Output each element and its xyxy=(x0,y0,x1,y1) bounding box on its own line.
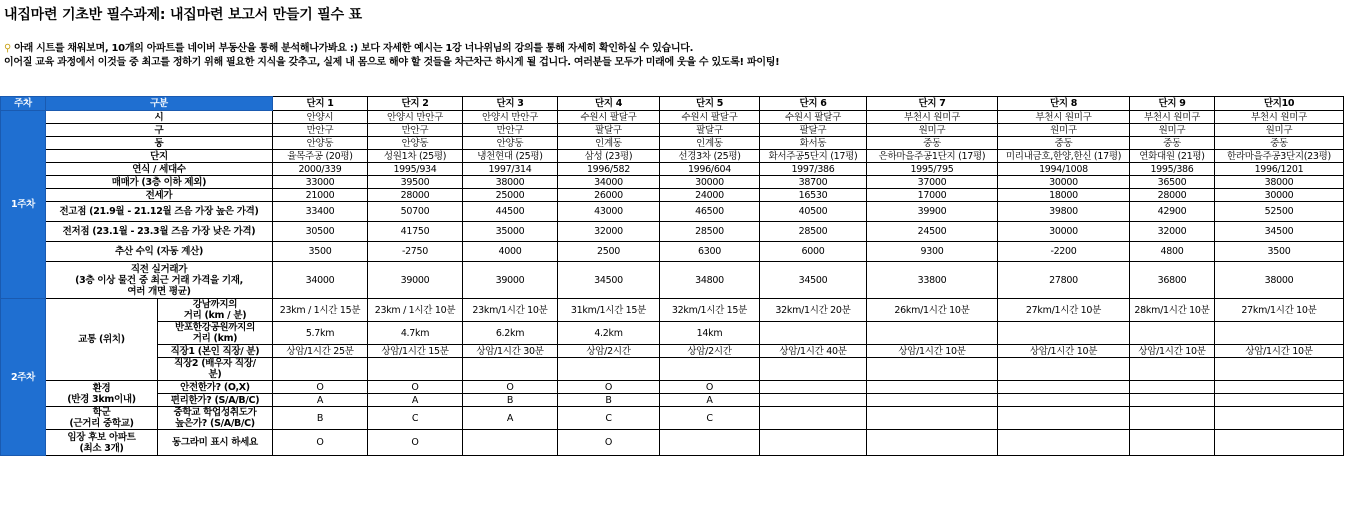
cell-complex-4: 43000 xyxy=(558,202,660,222)
intro-line-1: ⚲ 아래 시트를 채워보며, 10개의 아파트를 네이버 부동산을 통해 분석해나가봐요 :) 보다 자세한 예시는 1강 너나위님의 강의를 통해 자세히 확인하실 수 있습니다. xyxy=(4,43,694,54)
cell-complex-8: 30000 xyxy=(998,222,1130,242)
cell-complex-8: 39800 xyxy=(998,202,1130,222)
school-label: 학군 (근거리 중학교) xyxy=(46,407,158,430)
cell-complex-2: 상암/1시간 15분 xyxy=(368,345,463,358)
cell-complex-4: 삼성 (23평) xyxy=(558,150,660,163)
cell-complex-6 xyxy=(760,322,867,345)
cell-complex-2: 39000 xyxy=(368,262,463,299)
cell-complex-1: 30500 xyxy=(273,222,368,242)
cell-complex-8: 27800 xyxy=(998,262,1130,299)
cell-complex-3: 44500 xyxy=(463,202,558,222)
row-label: 전세가 xyxy=(46,189,273,202)
row-label: 반포한강공원까지의 거리 (km) xyxy=(158,322,273,345)
header-complex-2: 단지 2 xyxy=(368,97,463,111)
cell-complex-7: 24500 xyxy=(867,222,998,242)
cell-complex-4: 상암/2시간 xyxy=(558,345,660,358)
header-row xyxy=(1,97,1344,111)
cell-complex-7: 1995/795 xyxy=(867,163,998,176)
cell-complex-6 xyxy=(760,394,867,407)
cell-complex-8: 중동 xyxy=(998,137,1130,150)
cell-complex-1: 21000 xyxy=(273,189,368,202)
cell-complex-5: C xyxy=(660,407,760,430)
cell-complex-9 xyxy=(1130,407,1215,430)
cell-complex-8: 30000 xyxy=(998,176,1130,189)
cell-complex-3: 냉천현대 (25평) xyxy=(463,150,558,163)
cell-complex-5: 인계동 xyxy=(660,137,760,150)
traffic-label: 교통 (위치) xyxy=(46,299,158,381)
cell-complex-6: 수원시 팔달구 xyxy=(760,111,867,124)
cell-complex-1: 33400 xyxy=(273,202,368,222)
cell-complex-4: O xyxy=(558,430,660,456)
row-label: 중학교 학업성취도가 높은가? (S/A/B/C) xyxy=(158,407,273,430)
cell-complex-6 xyxy=(760,407,867,430)
cell-complex-5: 14km xyxy=(660,322,760,345)
cell-complex-5: 30000 xyxy=(660,176,760,189)
header-complex-9: 단지 9 xyxy=(1130,97,1215,111)
cell-complex-5: 수원시 팔달구 xyxy=(660,111,760,124)
location-pin-icon: ⚲ xyxy=(4,43,12,54)
cell-complex-10 xyxy=(1215,394,1344,407)
cell-complex-4: C xyxy=(558,407,660,430)
cell-complex-6 xyxy=(760,381,867,394)
table-row xyxy=(1,299,1344,322)
cell-complex-3: 25000 xyxy=(463,189,558,202)
cell-complex-9 xyxy=(1130,394,1215,407)
cell-complex-9: 28km/1시간 10분 xyxy=(1130,299,1215,322)
cell-complex-5: 팔달구 xyxy=(660,124,760,137)
cell-complex-10: 상암/1시간 10분 xyxy=(1215,345,1344,358)
cell-complex-7: 원미구 xyxy=(867,124,998,137)
cell-complex-8: 부천시 원미구 xyxy=(998,111,1130,124)
cell-complex-10 xyxy=(1215,407,1344,430)
cell-complex-4: 인계동 xyxy=(558,137,660,150)
cell-complex-7: 은하마을주공1단지 (17평) xyxy=(867,150,998,163)
cell-complex-6 xyxy=(760,358,867,381)
cell-complex-4: O xyxy=(558,381,660,394)
table-row xyxy=(1,150,1344,163)
row-label: 동 xyxy=(46,137,273,150)
table-row xyxy=(1,222,1344,242)
cell-complex-10 xyxy=(1215,430,1344,456)
cell-complex-10: 38000 xyxy=(1215,262,1344,299)
table-row xyxy=(1,322,1344,345)
cell-complex-4: 26000 xyxy=(558,189,660,202)
cell-complex-1: 안양시 xyxy=(273,111,368,124)
page-title: 내집마련 기초반 필수과제: 내집마련 보고서 만들기 필수 표 xyxy=(4,7,362,23)
cell-complex-8 xyxy=(998,407,1130,430)
row-label: 연식 / 세대수 xyxy=(46,163,273,176)
cell-complex-2: 39500 xyxy=(368,176,463,189)
cell-complex-10: 34500 xyxy=(1215,222,1344,242)
cell-complex-8: -2200 xyxy=(998,242,1130,262)
cell-complex-2: -2750 xyxy=(368,242,463,262)
cell-complex-10 xyxy=(1215,358,1344,381)
cell-complex-10: 1996/1201 xyxy=(1215,163,1344,176)
table-row xyxy=(1,242,1344,262)
cell-complex-2: 23km / 1시간 10분 xyxy=(368,299,463,322)
cell-complex-1: 33000 xyxy=(273,176,368,189)
header-complex-3: 단지 3 xyxy=(463,97,558,111)
cell-complex-9: 연화대원 (21평) xyxy=(1130,150,1215,163)
cell-complex-3 xyxy=(463,358,558,381)
cell-complex-6: 32km/1시간 20분 xyxy=(760,299,867,322)
cell-complex-8: 18000 xyxy=(998,189,1130,202)
cell-complex-1 xyxy=(273,358,368,381)
cell-complex-2: 안양시 만안구 xyxy=(368,111,463,124)
header-complex-5: 단지 5 xyxy=(660,97,760,111)
cell-complex-1: 2000/339 xyxy=(273,163,368,176)
header-complex-7: 단지 7 xyxy=(867,97,998,111)
cell-complex-8: 27km/1시간 10분 xyxy=(998,299,1130,322)
cell-complex-9: 1995/386 xyxy=(1130,163,1215,176)
cell-complex-6: 화서동 xyxy=(760,137,867,150)
cell-complex-4: 4.2km xyxy=(558,322,660,345)
row-label: 단지 xyxy=(46,150,273,163)
cell-complex-6: 팔달구 xyxy=(760,124,867,137)
cell-complex-9: 중동 xyxy=(1130,137,1215,150)
cell-complex-7 xyxy=(867,407,998,430)
cell-complex-7: 39900 xyxy=(867,202,998,222)
cell-complex-10: 중동 xyxy=(1215,137,1344,150)
table-row xyxy=(1,358,1344,381)
cell-complex-8: 원미구 xyxy=(998,124,1130,137)
cell-complex-9 xyxy=(1130,322,1215,345)
cell-complex-1: 34000 xyxy=(273,262,368,299)
cell-complex-10: 27km/1시간 10분 xyxy=(1215,299,1344,322)
cell-complex-3: 35000 xyxy=(463,222,558,242)
cell-complex-9: 부천시 원미구 xyxy=(1130,111,1215,124)
cell-complex-9: 42900 xyxy=(1130,202,1215,222)
cell-complex-9: 36500 xyxy=(1130,176,1215,189)
cell-complex-8: 미리내금호,한양,한신 (17평) xyxy=(998,150,1130,163)
cell-complex-2: 41750 xyxy=(368,222,463,242)
cell-complex-1: O xyxy=(273,430,368,456)
cell-complex-5: 선경3차 (25평) xyxy=(660,150,760,163)
cell-complex-2: 안양동 xyxy=(368,137,463,150)
cell-complex-10: 38000 xyxy=(1215,176,1344,189)
cell-complex-1: 5.7km xyxy=(273,322,368,345)
candidate-label: 임장 후보 아파트 (최소 3개) xyxy=(46,430,158,456)
cell-complex-10 xyxy=(1215,381,1344,394)
cell-complex-4: 34500 xyxy=(558,262,660,299)
week-label-1: 1주차 xyxy=(1,111,46,299)
cell-complex-9 xyxy=(1130,358,1215,381)
cell-complex-6: 40500 xyxy=(760,202,867,222)
row-label: 동그라미 표시 하세요 xyxy=(158,430,273,456)
cell-complex-8 xyxy=(998,358,1130,381)
cell-complex-7 xyxy=(867,381,998,394)
cell-complex-1: B xyxy=(273,407,368,430)
cell-complex-9: 4800 xyxy=(1130,242,1215,262)
table-row xyxy=(1,176,1344,189)
table-row xyxy=(1,111,1344,124)
env-label: 환경 (반경 3km이내) xyxy=(46,381,158,407)
header-complex-8: 단지 8 xyxy=(998,97,1130,111)
cell-complex-10: 52500 xyxy=(1215,202,1344,222)
cell-complex-3: O xyxy=(463,381,558,394)
cell-complex-7: 26km/1시간 10분 xyxy=(867,299,998,322)
table-row xyxy=(1,345,1344,358)
cell-complex-2: A xyxy=(368,394,463,407)
row-label: 구 xyxy=(46,124,273,137)
cell-complex-9: 원미구 xyxy=(1130,124,1215,137)
intro-text xyxy=(4,42,779,70)
cell-complex-8 xyxy=(998,322,1130,345)
cell-complex-7 xyxy=(867,358,998,381)
cell-complex-2: C xyxy=(368,407,463,430)
cell-complex-2: 50700 xyxy=(368,202,463,222)
cell-complex-6: 38700 xyxy=(760,176,867,189)
cell-complex-6: 16530 xyxy=(760,189,867,202)
cell-complex-9: 28000 xyxy=(1130,189,1215,202)
cell-complex-2: 만안구 xyxy=(368,124,463,137)
row-label: 매매가 (3층 이하 제외) xyxy=(46,176,273,189)
row-label: 편리한가? (S/A/B/C) xyxy=(158,394,273,407)
cell-complex-5: O xyxy=(660,381,760,394)
cell-complex-4: 수원시 팔달구 xyxy=(558,111,660,124)
cell-complex-4: 31km/1시간 15분 xyxy=(558,299,660,322)
header-complex-1: 단지 1 xyxy=(273,97,368,111)
cell-complex-9: 32000 xyxy=(1130,222,1215,242)
header-complex-6: 단지 6 xyxy=(760,97,867,111)
week-label-2: 2주차 xyxy=(1,299,46,456)
table-row xyxy=(1,137,1344,150)
table-row xyxy=(1,202,1344,222)
cell-complex-3 xyxy=(463,430,558,456)
cell-complex-3: B xyxy=(463,394,558,407)
cell-complex-5: 6300 xyxy=(660,242,760,262)
intro-line-2: 이어질 교육 과정에서 이것들 중 최고를 정하기 위해 필요한 지식을 갖추고, 실제 내 몸으로 해야 할 것들을 차근차근 하시게 될 겁니다. 여러분들 모두가 미래에 웃을 수 있도록! 파이팅! xyxy=(4,57,780,68)
header-complex-4: 단지 4 xyxy=(558,97,660,111)
cell-complex-5 xyxy=(660,430,760,456)
cell-complex-3: 38000 xyxy=(463,176,558,189)
cell-complex-7 xyxy=(867,322,998,345)
cell-complex-1: 3500 xyxy=(273,242,368,262)
cell-complex-1: 만안구 xyxy=(273,124,368,137)
cell-complex-5: 24000 xyxy=(660,189,760,202)
table-row xyxy=(1,124,1344,137)
row-label: 전고점 (21.9월 - 21.12월 즈음 가장 높은 가격) xyxy=(46,202,273,222)
cell-complex-7: 17000 xyxy=(867,189,998,202)
cell-complex-2: O xyxy=(368,430,463,456)
cell-complex-5 xyxy=(660,358,760,381)
cell-complex-3: 39000 xyxy=(463,262,558,299)
cell-complex-6: 6000 xyxy=(760,242,867,262)
cell-complex-5: 1996/604 xyxy=(660,163,760,176)
cell-complex-8 xyxy=(998,381,1130,394)
row-label: 전저점 (23.1월 - 23.3월 즈음 가장 낮은 가격) xyxy=(46,222,273,242)
cell-complex-9 xyxy=(1130,430,1215,456)
cell-complex-3: 안양동 xyxy=(463,137,558,150)
row-label: 직장1 (본인 직장/ 분) xyxy=(158,345,273,358)
cell-complex-4 xyxy=(558,358,660,381)
table-row xyxy=(1,430,1344,456)
table-row xyxy=(1,407,1344,430)
cell-complex-5: A xyxy=(660,394,760,407)
cell-complex-4: 팔달구 xyxy=(558,124,660,137)
cell-complex-10: 30000 xyxy=(1215,189,1344,202)
cell-complex-7: 중동 xyxy=(867,137,998,150)
row-label: 시 xyxy=(46,111,273,124)
cell-complex-5: 28500 xyxy=(660,222,760,242)
cell-complex-6: 화서주공5단지 (17평) xyxy=(760,150,867,163)
cell-complex-4: 1996/582 xyxy=(558,163,660,176)
cell-complex-9 xyxy=(1130,381,1215,394)
cell-complex-1: 23km / 1시간 15분 xyxy=(273,299,368,322)
cell-complex-3: 안양시 만안구 xyxy=(463,111,558,124)
cell-complex-9: 36800 xyxy=(1130,262,1215,299)
cell-complex-7: 부천시 원미구 xyxy=(867,111,998,124)
cell-complex-3: 만안구 xyxy=(463,124,558,137)
cell-complex-2: 성원1차 (25평) xyxy=(368,150,463,163)
row-label: 강남까지의 거리 (km / 분) xyxy=(158,299,273,322)
cell-complex-3: 1997/314 xyxy=(463,163,558,176)
table-row xyxy=(1,189,1344,202)
cell-complex-7 xyxy=(867,394,998,407)
cell-complex-5: 32km/1시간 15분 xyxy=(660,299,760,322)
cell-complex-2: O xyxy=(368,381,463,394)
table-row xyxy=(1,394,1344,407)
cell-complex-3: A xyxy=(463,407,558,430)
cell-complex-2 xyxy=(368,358,463,381)
cell-complex-7: 상암/1시간 10분 xyxy=(867,345,998,358)
cell-complex-1: O xyxy=(273,381,368,394)
cell-complex-1: A xyxy=(273,394,368,407)
cell-complex-8 xyxy=(998,430,1130,456)
cell-complex-4: 34000 xyxy=(558,176,660,189)
cell-complex-7: 9300 xyxy=(867,242,998,262)
report-table xyxy=(0,96,1344,456)
cell-complex-10: 한라마을주공3단지(23평) xyxy=(1215,150,1344,163)
row-label: 직전 실거래가 (3층 이상 물건 중 최근 거래 가격을 기재, 여러 개면 평균) xyxy=(46,262,273,299)
cell-complex-1: 율목주공 (20평) xyxy=(273,150,368,163)
cell-complex-7 xyxy=(867,430,998,456)
cell-complex-3: 상암/1시간 30분 xyxy=(463,345,558,358)
row-label: 직장2 (배우자 직장/ 분) xyxy=(158,358,273,381)
table-row xyxy=(1,381,1344,394)
cell-complex-10 xyxy=(1215,322,1344,345)
row-label: 안전한가? (O,X) xyxy=(158,381,273,394)
header-category: 구분 xyxy=(46,97,273,111)
cell-complex-1: 안양동 xyxy=(273,137,368,150)
cell-complex-4: 32000 xyxy=(558,222,660,242)
cell-complex-7: 33800 xyxy=(867,262,998,299)
cell-complex-3: 6.2km xyxy=(463,322,558,345)
cell-complex-10: 부천시 원미구 xyxy=(1215,111,1344,124)
cell-complex-5: 상암/2시간 xyxy=(660,345,760,358)
cell-complex-2: 28000 xyxy=(368,189,463,202)
cell-complex-5: 46500 xyxy=(660,202,760,222)
cell-complex-6: 28500 xyxy=(760,222,867,242)
cell-complex-5: 34800 xyxy=(660,262,760,299)
cell-complex-10: 3500 xyxy=(1215,242,1344,262)
cell-complex-6: 1997/386 xyxy=(760,163,867,176)
header-week: 주차 xyxy=(1,97,46,111)
cell-complex-2: 1995/934 xyxy=(368,163,463,176)
table-row xyxy=(1,163,1344,176)
cell-complex-4: B xyxy=(558,394,660,407)
header-complex-10: 단지10 xyxy=(1215,97,1344,111)
cell-complex-6: 상암/1시간 40분 xyxy=(760,345,867,358)
cell-complex-8 xyxy=(998,394,1130,407)
cell-complex-9: 상암/1시간 10분 xyxy=(1130,345,1215,358)
cell-complex-1: 상암/1시간 25분 xyxy=(273,345,368,358)
row-label: 추산 수익 (자동 계산) xyxy=(46,242,273,262)
cell-complex-8: 1994/1008 xyxy=(998,163,1130,176)
cell-complex-6 xyxy=(760,430,867,456)
cell-complex-8: 상암/1시간 10분 xyxy=(998,345,1130,358)
cell-complex-2: 4.7km xyxy=(368,322,463,345)
cell-complex-3: 23km/1시간 10분 xyxy=(463,299,558,322)
cell-complex-7: 37000 xyxy=(867,176,998,189)
cell-complex-6: 34500 xyxy=(760,262,867,299)
cell-complex-4: 2500 xyxy=(558,242,660,262)
table-row xyxy=(1,262,1344,299)
cell-complex-10: 원미구 xyxy=(1215,124,1344,137)
cell-complex-3: 4000 xyxy=(463,242,558,262)
